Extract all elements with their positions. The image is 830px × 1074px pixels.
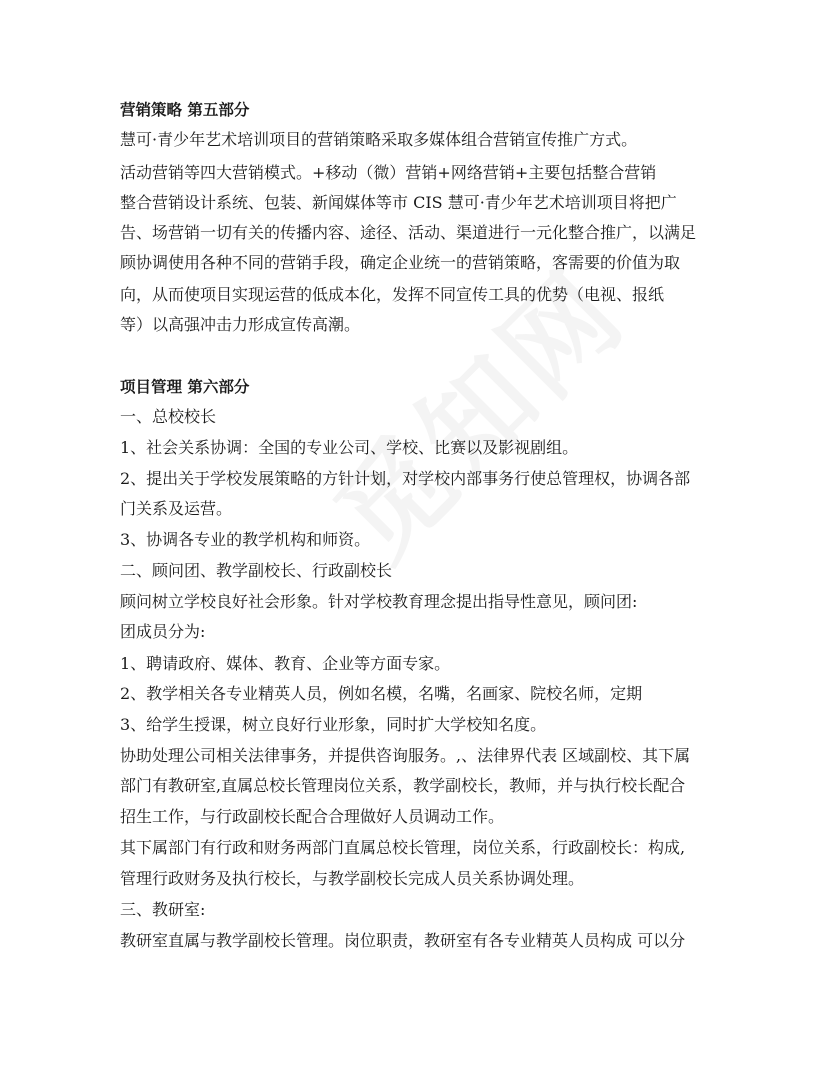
paragraph-line: 等）以高强冲击力形成宣传高潮。 bbox=[120, 315, 361, 334]
paragraph-line: 告、场营销一切有关的传播内容、途径、活动、渠道进行一元化整合推广，以满足 bbox=[120, 223, 697, 242]
paragraph-line: 一、总校校长 bbox=[120, 407, 217, 426]
paragraph-line: 三、教研室: bbox=[120, 900, 206, 919]
section-5-heading: 营销策略 第五部分 bbox=[120, 100, 250, 119]
paragraph-line: 顾协调使用各种不同的营销手段，确定企业统一的营销策略，客需要的价值为取 bbox=[120, 253, 681, 272]
paragraph-line: 活动营销等四大营销模式。+移动（微）营销+网络营销+主要包括整合营销 bbox=[120, 163, 657, 182]
paragraph-line: 门关系及运营。 bbox=[120, 499, 233, 518]
paragraph-line: 团成员分为: bbox=[120, 622, 206, 641]
paragraph-line: 1、社会关系协调：全国的专业公司、学校、比赛以及影视剧组。 bbox=[120, 438, 579, 457]
paragraph-line: 3、给学生授课，树立良好行业形象，同时扩大学校知名度。 bbox=[120, 715, 547, 734]
paragraph-line: 慧可·青少年艺术培训项目的营销策略采取多媒体组合营销宣传推广方式。 bbox=[120, 130, 638, 149]
paragraph-line: 招生工作，与行政副校长配合合理做好人员调动工作。 bbox=[120, 807, 505, 826]
paragraph-line: 3、协调各专业的教学机构和师资。 bbox=[120, 530, 371, 549]
paragraph-line: 管理行政财务及执行校长，与教学副校长完成人员关系协调处理。 bbox=[120, 869, 585, 888]
paragraph-line: 其下属部门有行政和财务两部门直属总校长管理，岗位关系，行政副校长：构成, bbox=[120, 838, 686, 857]
paragraph-line: 2、教学相关各专业精英人员，例如名模，名嘴，名画家、院校名师，定期 bbox=[120, 684, 643, 703]
paragraph-line: 二、顾问团、教学副校长、行政副校长 bbox=[120, 561, 393, 580]
paragraph-line: 协助处理公司相关法律事务，并提供咨询服务。,、法律界代表 区域副校、其下属 bbox=[120, 746, 691, 765]
paragraph-line: 向，从而使项目实现运营的低成本化，发挥不同宣传工具的优势（电视、报纸 bbox=[120, 285, 665, 304]
paragraph-line: 1、聘请政府、媒体、教育、企业等方面专家。 bbox=[120, 654, 451, 673]
paragraph-line: 部门有教研室,直属总校长管理岗位关系，教学副校长，教师，并与执行校长配合 bbox=[120, 776, 686, 795]
paragraph-line: 2、提出关于学校发展策略的方针计划，对学校内部事务行使总管理权，协调各部 bbox=[120, 469, 691, 488]
paragraph-line: 顾问树立学校良好社会形象。针对学校教育理念提出指导性意见，顾问团: bbox=[120, 592, 638, 611]
section-6-heading: 项目管理 第六部分 bbox=[120, 377, 250, 396]
paragraph-line: 整合营销设计系统、包装、新闻媒体等市 CIS 慧可·青少年艺术培训项目将把广 bbox=[120, 193, 677, 212]
paragraph-line: 教研室直属与教学副校长管理。岗位职责，教研室有各专业精英人员构成 可以分 bbox=[120, 931, 686, 950]
